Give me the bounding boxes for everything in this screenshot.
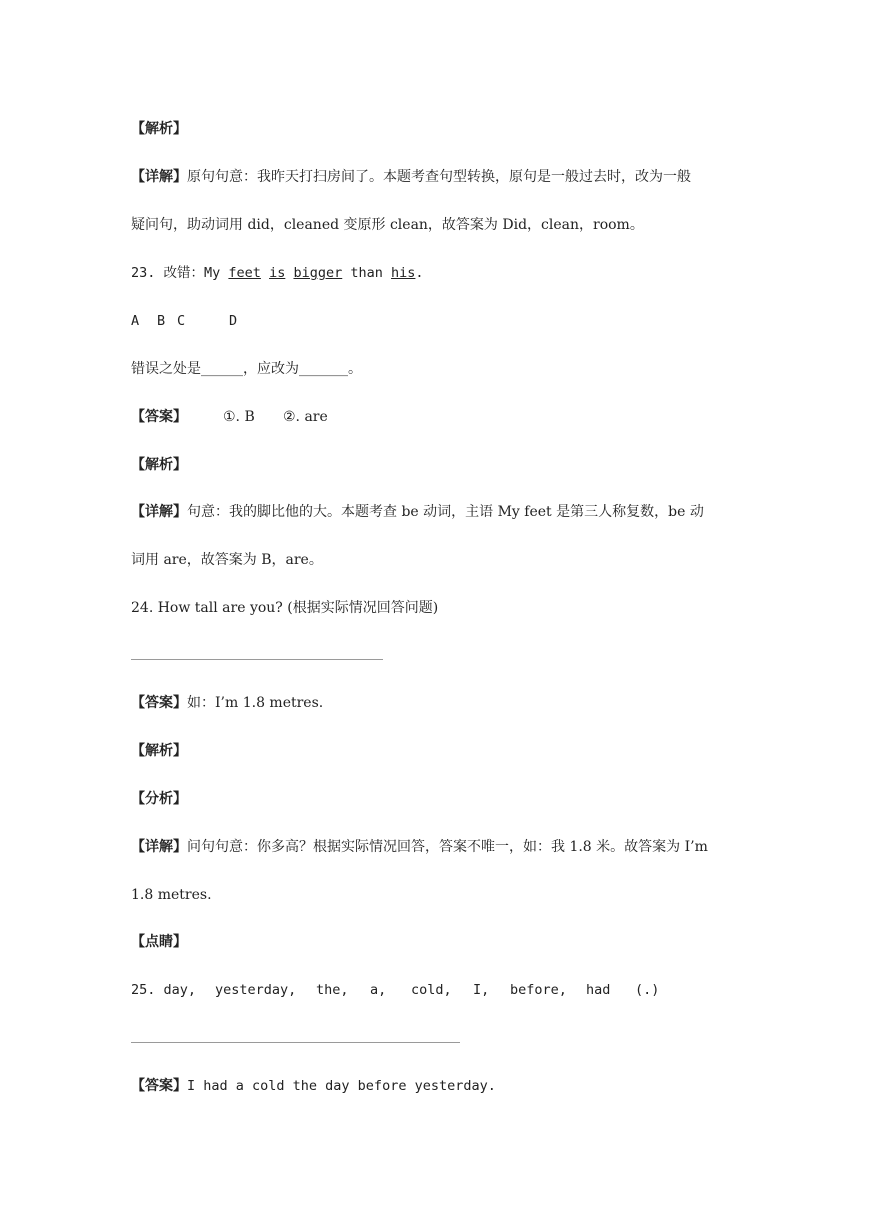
q23-option-c: C: [177, 313, 186, 329]
analysis-heading: 【解析】: [131, 121, 187, 137]
detail-paragraph-3-cont: 1.8 metres.: [131, 887, 212, 903]
answer-25-text: I had a cold the day before yesterday.: [187, 1078, 496, 1094]
q23-word-his: his: [391, 265, 416, 281]
detail-paragraph-2: [131, 502, 704, 522]
analysis-heading: 【解析】: [131, 743, 187, 759]
q25-word: the,: [316, 982, 349, 998]
detail-text: 问句句意：你多高？根据实际情况回答，答案不唯一，如：我 1.8 米。故答案为 I’m: [187, 839, 708, 855]
answer-tag: 【答案】: [131, 409, 187, 425]
answer-23: [131, 407, 328, 427]
answer-tag: 【答案】: [131, 695, 187, 711]
question-24: 24. How tall are you? (根据实际情况回答问题): [131, 600, 439, 616]
commentary-heading: 【点睛】: [131, 934, 187, 950]
analysis-heading: 【解析】: [131, 457, 187, 473]
q23-prompt: 错误之处是______，应改为_______。: [131, 361, 362, 377]
q23-option-a: A: [131, 313, 140, 329]
q23-option-d: D: [229, 313, 238, 329]
q25-word: yesterday,: [215, 982, 297, 998]
q23-option-b: B: [157, 313, 166, 329]
question-23: [131, 263, 424, 283]
answer-23-blank-1: ①. B: [223, 409, 255, 425]
q25-word: 25. day,: [131, 982, 197, 998]
answer-24: [131, 693, 323, 713]
answer-25: [131, 1076, 496, 1096]
detail-paragraph-3: [131, 837, 708, 857]
q25-word: I,: [473, 982, 490, 998]
detail-text: 句意：我的脚比他的大。本题考查 be 动词，主语 My feet 是第三人称复数，be 动: [187, 504, 704, 520]
q25-word: before,: [510, 982, 567, 998]
detail-paragraph-2-cont: 词用 are，故答案为 B，are。: [131, 552, 323, 568]
q25-word: (.): [635, 982, 660, 998]
q23-prefix: 23. 改错：My: [131, 265, 229, 281]
q25-word: had: [586, 982, 611, 998]
q23-suffix: .: [415, 265, 424, 281]
q25-word: cold,: [411, 982, 452, 998]
q23-option-letters: [131, 311, 237, 331]
q23-word-bigger: bigger: [293, 265, 343, 281]
q23-word-feet: feet: [228, 265, 261, 281]
detail-tag: 【详解】: [131, 504, 187, 520]
detail-tag: 【详解】: [131, 839, 187, 855]
question-25: [131, 980, 659, 1000]
answer-23-blank-2: ②. are: [283, 409, 328, 425]
answer-line-24: [131, 659, 383, 660]
q23-word-is: is: [269, 265, 286, 281]
answer-24-text: 如：I’m 1.8 metres.: [187, 695, 324, 711]
answer-tag: 【答案】: [131, 1078, 187, 1094]
detail-tag: 【详解】: [131, 169, 187, 185]
detail-text: 原句句意：我昨天打扫房间了。本题考查句型转换，原句是一般过去时，改为一般: [187, 169, 691, 185]
q25-word: a,: [370, 982, 387, 998]
analysis-subheading: 【分析】: [131, 791, 187, 807]
q23-word-than: than: [342, 265, 392, 281]
detail-paragraph-1: [131, 167, 691, 187]
detail-paragraph-1-cont: 疑问句，助动词用 did，cleaned 变原形 clean，故答案为 Did，clean，room。: [131, 217, 644, 233]
answer-line-25: [131, 1042, 460, 1043]
